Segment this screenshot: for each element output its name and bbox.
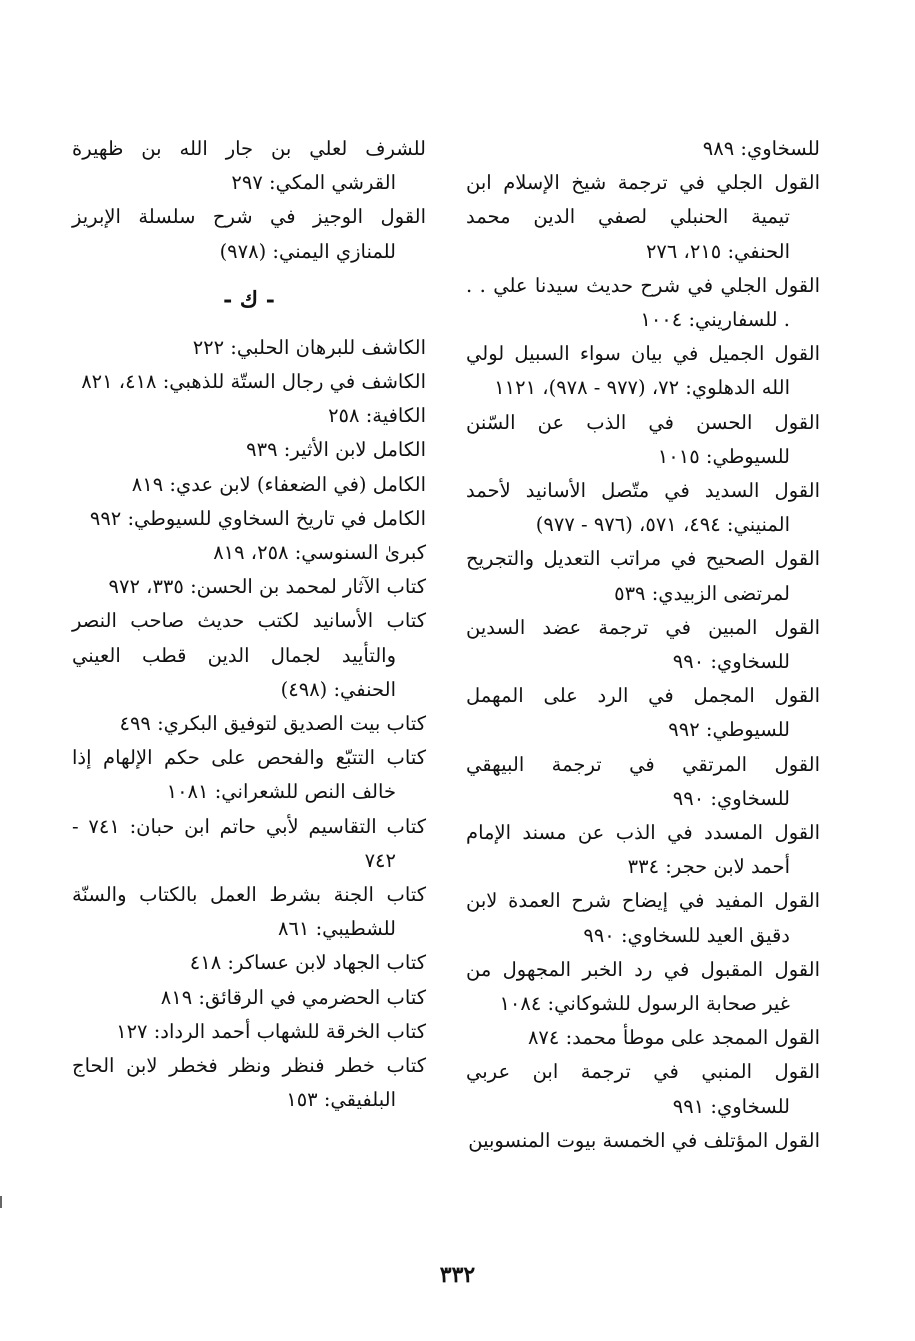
- index-entry: القول المجمل في الرد على المهمل للسيوطي: ٩٩٢: [466, 684, 820, 742]
- index-entry: القول الممجد على موطأ محمد: ٨٧٤: [527, 1026, 820, 1050]
- index-entry: القول الحسن في الذب عن السّنن للسيوطي: ١٠١٥: [466, 410, 820, 468]
- index-entry: القول الجلي في ترجمة شيخ الإسلام ابن تيمية الحنبلي لصفي الدين محمد الحنفي: ٢١٥، ٢٧٦: [466, 171, 820, 263]
- left-column: [72, 132, 426, 1117]
- index-entry: القول المنبي في ترجمة ابن عربي للسخاوي: ٩٩١: [466, 1060, 820, 1118]
- index-entry: الكاشف في رجال الستّة للذهبي: ٤١٨، ٨٢١: [81, 370, 426, 394]
- index-entry: كتاب الخرقة للشهاب أحمد الرداد: ١٢٧: [116, 1019, 426, 1043]
- index-entry: كتاب الآثار لمحمد بن الحسن: ٣٣٥، ٩٧٢: [108, 575, 426, 599]
- index-entry-continued: للشرف لعلي بن جار الله بن ظهيرة القرشي المكي: ٢٩٧: [72, 137, 426, 195]
- index-entry: كتاب خطر فنظر ونظر فخطر لابن الحاج البلفيقي: ١٥٣: [72, 1054, 426, 1112]
- scan-mark: [0, 1196, 2, 1208]
- index-entry: القول المسدد في الذب عن مسند الإمام أحمد لابن حجر: ٣٣٤: [466, 821, 820, 879]
- index-entry: القول المبين في ترجمة عضد السدين للسخاوي: ٩٩٠: [466, 615, 820, 674]
- index-entry: الكامل (في الضعفاء) لابن عدي: ٨١٩: [131, 472, 426, 496]
- index-entry: القول المفيد في إيضاح شرح العمدة لابن دقيق العيد للسخاوي: ٩٩٠: [466, 889, 820, 947]
- index-entry: الكامل في تاريخ السخاوي للسيوطي: ٩٩٢: [89, 506, 426, 530]
- index-entry: الكاشف للبرهان الحلبي: ٢٢٢: [192, 335, 426, 359]
- index-entry: كتاب الجهاد لابن عساكر: ٤١٨: [189, 951, 426, 975]
- index-entry: كتاب التتبّع والفحص على حكم الإلهام إذا خالف النص للشعراني: ١٠٨١: [72, 746, 426, 804]
- index-entry: كتاب بيت الصديق لتوفيق البكري: ٤٩٩: [119, 712, 426, 736]
- index-entry: كتاب الأسانيد لكتب حديث صاحب النصر والتأييد لجمال الدين قطب العيني الحنفي: (٤٩٨): [72, 609, 426, 701]
- index-entry: كبرىٰ السنوسي: ٢٥٨، ٨١٩: [213, 541, 426, 565]
- page-number: ٣٣٢: [439, 1262, 476, 1288]
- index-entry: كتاب التقاسيم لأبي حاتم ابن حبان: ٧٤١ - ٧٤٢: [72, 814, 426, 872]
- index-entry: القول السديد في متّصل الأسانيد لأحمد المنيني: ٤٩٤، ٥٧١، (٩٧٦ - ٩٧٧): [466, 479, 820, 537]
- index-entry: القول المقبول في رد الخبر المجهول من غير صحابة الرسول للشوكاني: ١٠٨٤: [466, 957, 820, 1016]
- index-entry: كتاب الحضرمي في الرقائق: ٨١٩: [160, 985, 426, 1009]
- right-column: [466, 132, 820, 1158]
- index-entry: القول الجلي في شرح حديث سيدنا علي . . . للسفاريني: ١٠٠٤: [466, 273, 820, 332]
- index-entry: الكامل لابن الأثير: ٩٣٩: [246, 438, 426, 462]
- index-entry: القول المرتقي في ترجمة البيهقي للسخاوي: ٩٩٠: [466, 752, 820, 810]
- index-entry: كتاب الجنة بشرط العمل بالكتاب والسنّة للشطيبي: ٨٦١: [72, 883, 426, 941]
- index-entry: القول الصحيح في مراتب التعديل والتجريح لمرتضى الزبيدي: ٥٣٩: [466, 547, 820, 605]
- index-entry: القول الجميل في بيان سواء السبيل لولي الله الدهلوي: ٧٢، (٩٧٧ - ٩٧٨)، ١١٢١: [466, 342, 820, 400]
- index-entry: للسخاوي: ٩٨٩: [702, 137, 820, 160]
- index-entry: القول المؤتلف في الخمسة بيوت المنسوبين: [468, 1128, 820, 1152]
- index-entry: القول الوجيز في شرح سلسلة الإبريز للمنازي اليمني: (٩٧٨): [72, 205, 426, 263]
- letter-heading: - ك -: [223, 286, 275, 313]
- index-entry: الكافية: ٢٥٨: [328, 404, 426, 428]
